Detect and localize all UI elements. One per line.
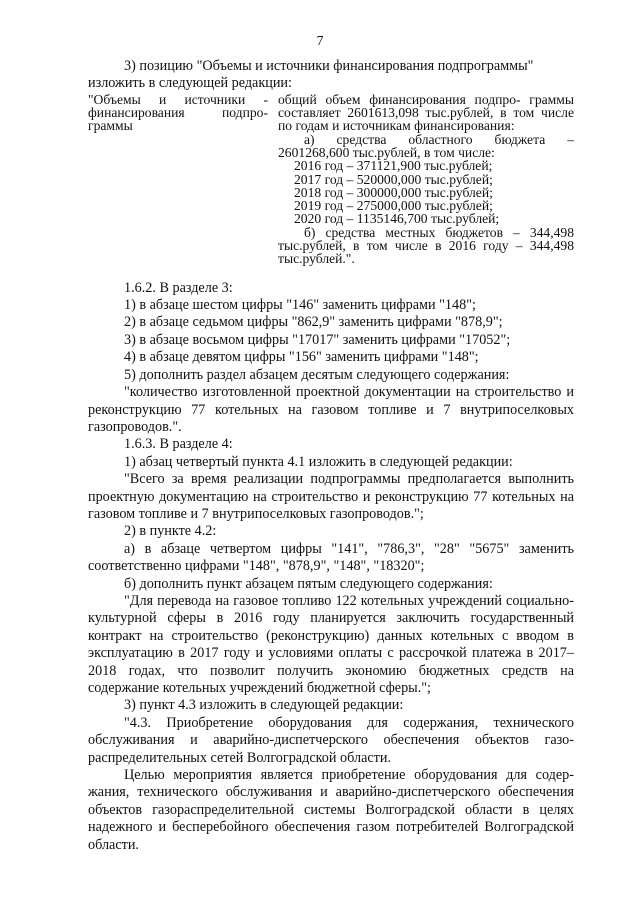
paragraph: "4.3. Приобретение оборудования для содержания, технического обслуживания и аварийно-диспетчерского обеспечения объектов газо- распределительных сетей Волгоградской области. bbox=[88, 714, 574, 766]
financing-table-label: "Объемы и источники - финансирования подпро- граммы bbox=[88, 91, 268, 134]
financing-year-2020: 2020 год – 1135146,700 тыс.рублей; bbox=[294, 211, 500, 227]
paragraph: Целью мероприятия является приобретение оборудования для содер- жания, технического обслуживания и аварийно-диспетчерского обеспечения объектов газораспределительной системы Волгоградской области в целях надежного и бесперебойного обеспечения газом потребителей Волгоградской области. bbox=[88, 767, 574, 853]
financing-total: общий объем финансирования подпро- граммы составляет 2601613,098 тыс.рублей, в том числе по годам и источникам финансирования: bbox=[278, 91, 574, 134]
intro-line-2: изложить в следующей редакции: bbox=[88, 75, 292, 92]
paragraph: 2) в пункте 4.2: bbox=[124, 523, 217, 540]
paragraph: 2) в абзаце седьмом цифры "862,9" заменить цифрами "878,9"; bbox=[124, 314, 503, 331]
paragraph: 3) пункт 4.3 изложить в следующей редакции: bbox=[124, 697, 404, 714]
paragraph: б) дополнить пункт абзацем пятым следующего содержания: bbox=[124, 575, 493, 592]
financing-regional: а) средства областного бюджета – 2601268,600 тыс.рублей, в том числе: bbox=[278, 131, 574, 160]
paragraph: 1) абзац четвертый пункта 4.1 изложить в следующей редакции: bbox=[124, 453, 513, 470]
section-heading: 1.6.3. В разделе 4: bbox=[124, 436, 233, 453]
paragraph: 4) в абзаце девятом цифры "156" заменить цифрами "148"; bbox=[124, 349, 479, 366]
financing-year-2017: 2017 год – 520000,000 тыс.рублей; bbox=[294, 171, 493, 187]
financing-table bbox=[88, 93, 574, 266]
financing-year-2016: 2016 год – 371121,900 тыс.рублей; bbox=[294, 158, 493, 174]
financing-local: б) средства местных бюджетов – 344,498 тыс.рублей, в том числе в 2016 году – 344,498 тыс.рублей.". bbox=[278, 224, 574, 267]
paragraph: "количество изготовленной проектной документации на строительство и реконструкцию 77 котельных на газовом топливе и 7 внутрипоселковых газопроводов.". bbox=[88, 384, 574, 435]
financing-year-2018: 2018 год – 300000,000 тыс.рублей; bbox=[294, 184, 493, 200]
financing-year-2019: 2019 год – 275000,000 тыс.рублей; bbox=[294, 198, 493, 214]
paragraph: 3) в абзаце восьмом цифры "17017" заменить цифрами "17052"; bbox=[124, 331, 511, 348]
paragraph: "Всего за время реализации подпрограммы предполагается выполнить проектную документацию на строительство и реконструкцию 77 котельных на газовом топливе и 7 внутрипоселковых газопроводов."; bbox=[88, 471, 574, 522]
financing-table-content bbox=[268, 93, 574, 266]
section-heading: 1.6.2. В разделе 3: bbox=[124, 279, 233, 296]
paragraph: 5) дополнить раздел абзацем десятым следующего содержания: bbox=[124, 366, 510, 383]
paragraph: 1) в абзаце шестом цифры "146" заменить цифрами "148"; bbox=[124, 297, 476, 314]
intro-line-1: 3) позицию "Объемы и источники финансирования подпрограммы" bbox=[124, 58, 534, 74]
document-body bbox=[88, 58, 574, 854]
paragraph: а) в абзаце четвертом цифры "141", "786,3", "28" "5675" заменить соответственно цифрами "148", "878,9", "148", "18320"; bbox=[88, 540, 574, 575]
page-number: 7 bbox=[316, 33, 324, 48]
paragraph: "Для перевода на газовое топливо 122 котельных учреждений социально-культурной сферы в 2016 году планируется заключить государственный контракт на строительство (реконструкцию) данных котельных с вводом в эксплуатацию в 2017 году и условиями оплаты с рассрочкой платежа в 2017–2018 годах, что позволит получить экономию бюджетных средств на содержание котельных учреждений бюджетной сферы."; bbox=[88, 592, 574, 697]
